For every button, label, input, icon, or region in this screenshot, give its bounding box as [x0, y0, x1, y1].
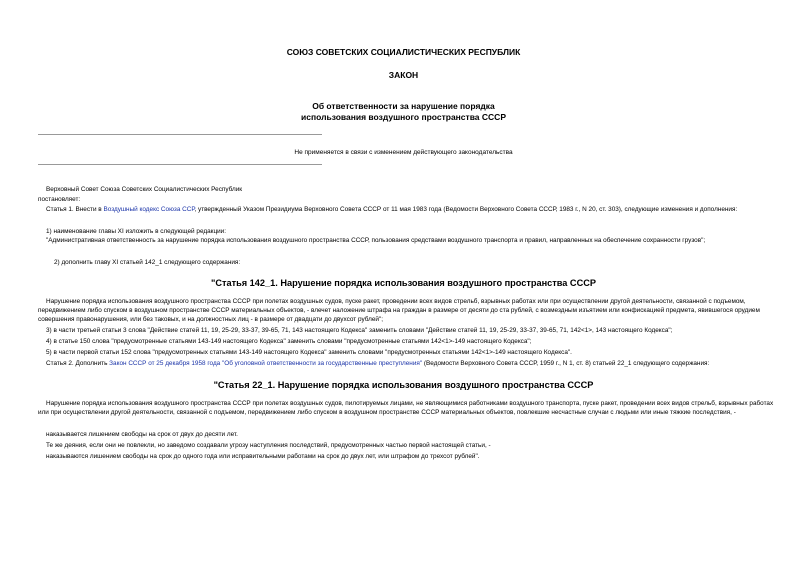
item-3: 3) в части третьей статьи 3 слова "Действие статей 11, 19, 25-29, 33-37, 39-65, 71, 143 настоящего Кодекса" заменить словами "Действие статей 11, 19, 25-29, 33-37, 39-65, 71, 142<1>, 143 настоящего Кодекса"; [46, 327, 673, 334]
intro-line1: Верховный Совет Союза Советских Социалистических Республик [46, 186, 243, 193]
union-heading: СОЮЗ СОВЕТСКИХ СОЦИАЛИСТИЧЕСКИХ РЕСПУБЛИК [286, 47, 521, 57]
law-heading: ЗАКОН [388, 70, 419, 80]
article-142-1-text: Нарушение порядка использования воздушного пространства СССР при полетах воздушных судов, пуске ракет, проведении всех видов стрельб, взрывных работах или при осуществлении другой деятельности, связанной с подъемом, передвижением либо спуском в воздушном пространстве СССР материальных объектов, - влечет наложение штрафа на граждан в размере от десяти до ста рублей, с возмездным изъятием или конфискацией предмета, явившегося орудием совершения правонарушения, или без таковых, и на должностных лиц - в размере от двадцати до двухсот рублей"; [38, 298, 760, 324]
status-note: Не применяется в связи с изменением действующего законодательства [294, 149, 513, 156]
article-2-text [38, 359, 778, 368]
quote-chapter-title: "Административная ответственность за нарушение порядка использования воздушного пространства СССР, пользования средствами воздушного транспорта и правил, направленных на обеспечение сохранности грузов"; [46, 237, 706, 244]
intro-line2: постановляет: [38, 196, 81, 203]
article-2-suffix: (Ведомости Верховного Совета СССР, 1959 г., N 1, ст. 8) статьей 22_1 следующего содержания: [422, 360, 710, 367]
article-22-1-penalty-1: наказывается лишением свободы на срок от двух до десяти лет. [46, 431, 238, 438]
divider-top [38, 134, 322, 135]
article-1-text [38, 205, 778, 214]
divider-bottom [38, 164, 322, 165]
item-1: 1) наименование главы XI изложить в следующей редакции: [46, 228, 227, 235]
article-1-prefix: Статья 1. Внести в [46, 206, 104, 213]
item-4: 4) в статье 150 слова "предусмотренные статьями 143-149 настоящего Кодекса" заменить словами "предусмотренные статьями 142<1>-149 настоящего Кодекса"; [46, 338, 532, 345]
article-2-prefix: Статья 2. Дополнить [46, 360, 110, 367]
article-22-1-heading: "Статья 22_1. Нарушение порядка использования воздушного пространства СССР [213, 380, 594, 390]
item-2: 2) дополнить главу XI статьей 142_1 следующего содержания: [54, 259, 241, 266]
criminal-law-link[interactable]: Закон СССР от 25 декабря 1958 года "Об уголовной ответственности за государственные преступления" [109, 360, 423, 367]
air-code-link[interactable]: Воздушный кодекс Союза ССР [103, 206, 195, 213]
article-142-1-heading: "Статья 142_1. Нарушение порядка использования воздушного пространства СССР [211, 278, 596, 288]
item-5: 5) в части первой статьи 152 слова "предусмотренных статьями 143-149 настоящего Кодекса" заменить словами "предусмотренных статьями 142<1>-149 настоящего Кодекса". [46, 349, 572, 356]
article-22-1-penalty-2: наказываются лишением свободы на срок до одного года или исправительными работами на срок до двух лет, или штрафом до трехсот рублей". [46, 453, 480, 460]
law-title-line1: Об ответственности за нарушение порядка [312, 101, 495, 111]
article-1-suffix: , утвержденный Указом Президиума Верховного Совета СССР от 11 мая 1983 года (Ведомости Верховного Совета СССР, 1983 г., N 20, ст. 303), следующие изменения и дополнения: [194, 206, 738, 213]
article-22-1-text: Нарушение порядка использования воздушного пространства СССР при полетах воздушных судов, пилотируемых лицами, не являющимися работниками воздушного транспорта, пуске ракет, проведении всех видов стрельб, взрывных работах или при осуществлении другой деятельности, связанной с подъемом, передвижением либо спуском в воздушном пространстве СССР материальных объектов, повлекшие несчастные случаи с людьми или иные тяжкие последствия, - [38, 400, 774, 417]
law-title-line2: использования воздушного пространства СССР [301, 112, 506, 122]
article-22-1-text-2: Те же деяния, если они не повлекли, но заведомо создавали угрозу наступления последствий, предусмотренных частью первой настоящей статьи, - [46, 442, 491, 449]
